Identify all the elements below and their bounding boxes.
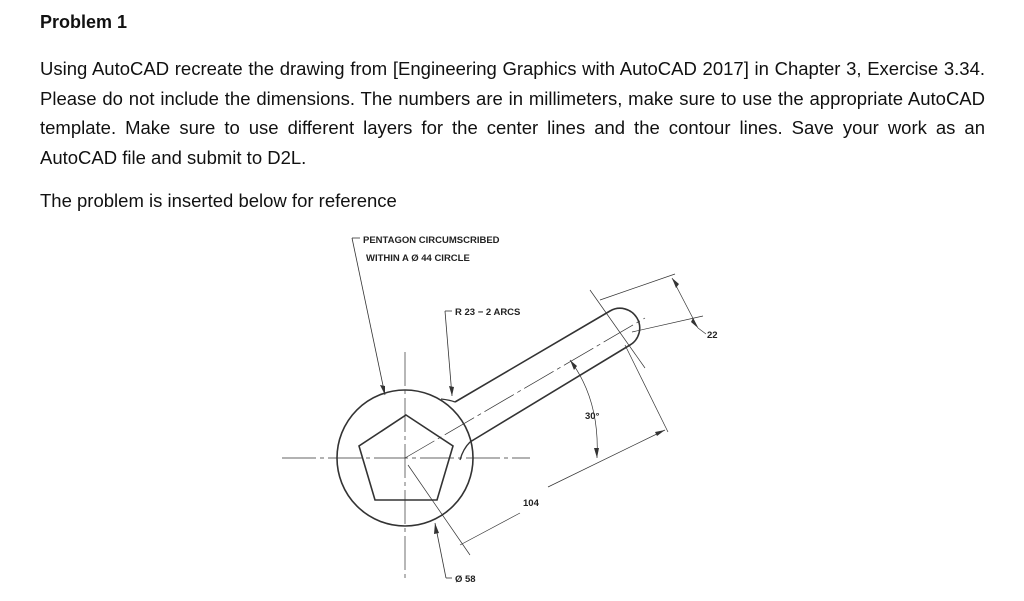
- problem-instructions: Using AutoCAD recreate the drawing from [Engineering Graphics with AutoCAD 2017] in Chapter 3, Exercise 3.34. Please do not include the dimensions. The numbers are in millimeters, make sure to use the appropriate AutoCAD template. Make sure to use different layers for the center lines and the contour lines. Save your work as an AutoCAD file and submit to D2L.: [40, 58, 985, 168]
- angled-centerline: [405, 318, 645, 458]
- callout-leader: [445, 311, 452, 396]
- arrowhead: [655, 430, 665, 436]
- arrowhead: [594, 448, 599, 458]
- arrowhead: [672, 278, 679, 288]
- callout-arcs: R 23 − 2 ARCS: [455, 307, 521, 318]
- fillet-arc-bottom: [460, 442, 470, 460]
- dim-diameter-58: Ø 58: [455, 574, 476, 585]
- leader-line: [698, 328, 706, 334]
- extension-line: [600, 274, 675, 300]
- dim-width-22: 22: [707, 330, 718, 341]
- arrowhead: [691, 318, 698, 328]
- extension-line: [625, 345, 668, 432]
- reference-note: The problem is inserted below for reference: [40, 190, 397, 211]
- dim-angle-30: 30°: [585, 411, 600, 422]
- problem-title: Problem 1: [40, 12, 128, 32]
- dimension-line: [460, 513, 520, 545]
- callout-pentagon-line1: PENTAGON CIRCUMSCRIBED: [363, 235, 500, 246]
- angle-arc: [570, 360, 597, 458]
- dimension-line: [548, 430, 665, 487]
- dim-length-104: 104: [523, 498, 539, 509]
- arrowhead: [434, 523, 439, 534]
- extension-line: [632, 316, 703, 332]
- end-centerline: [590, 290, 645, 368]
- callout-pentagon-line2: WITHIN A Ø 44 CIRCLE: [366, 253, 470, 264]
